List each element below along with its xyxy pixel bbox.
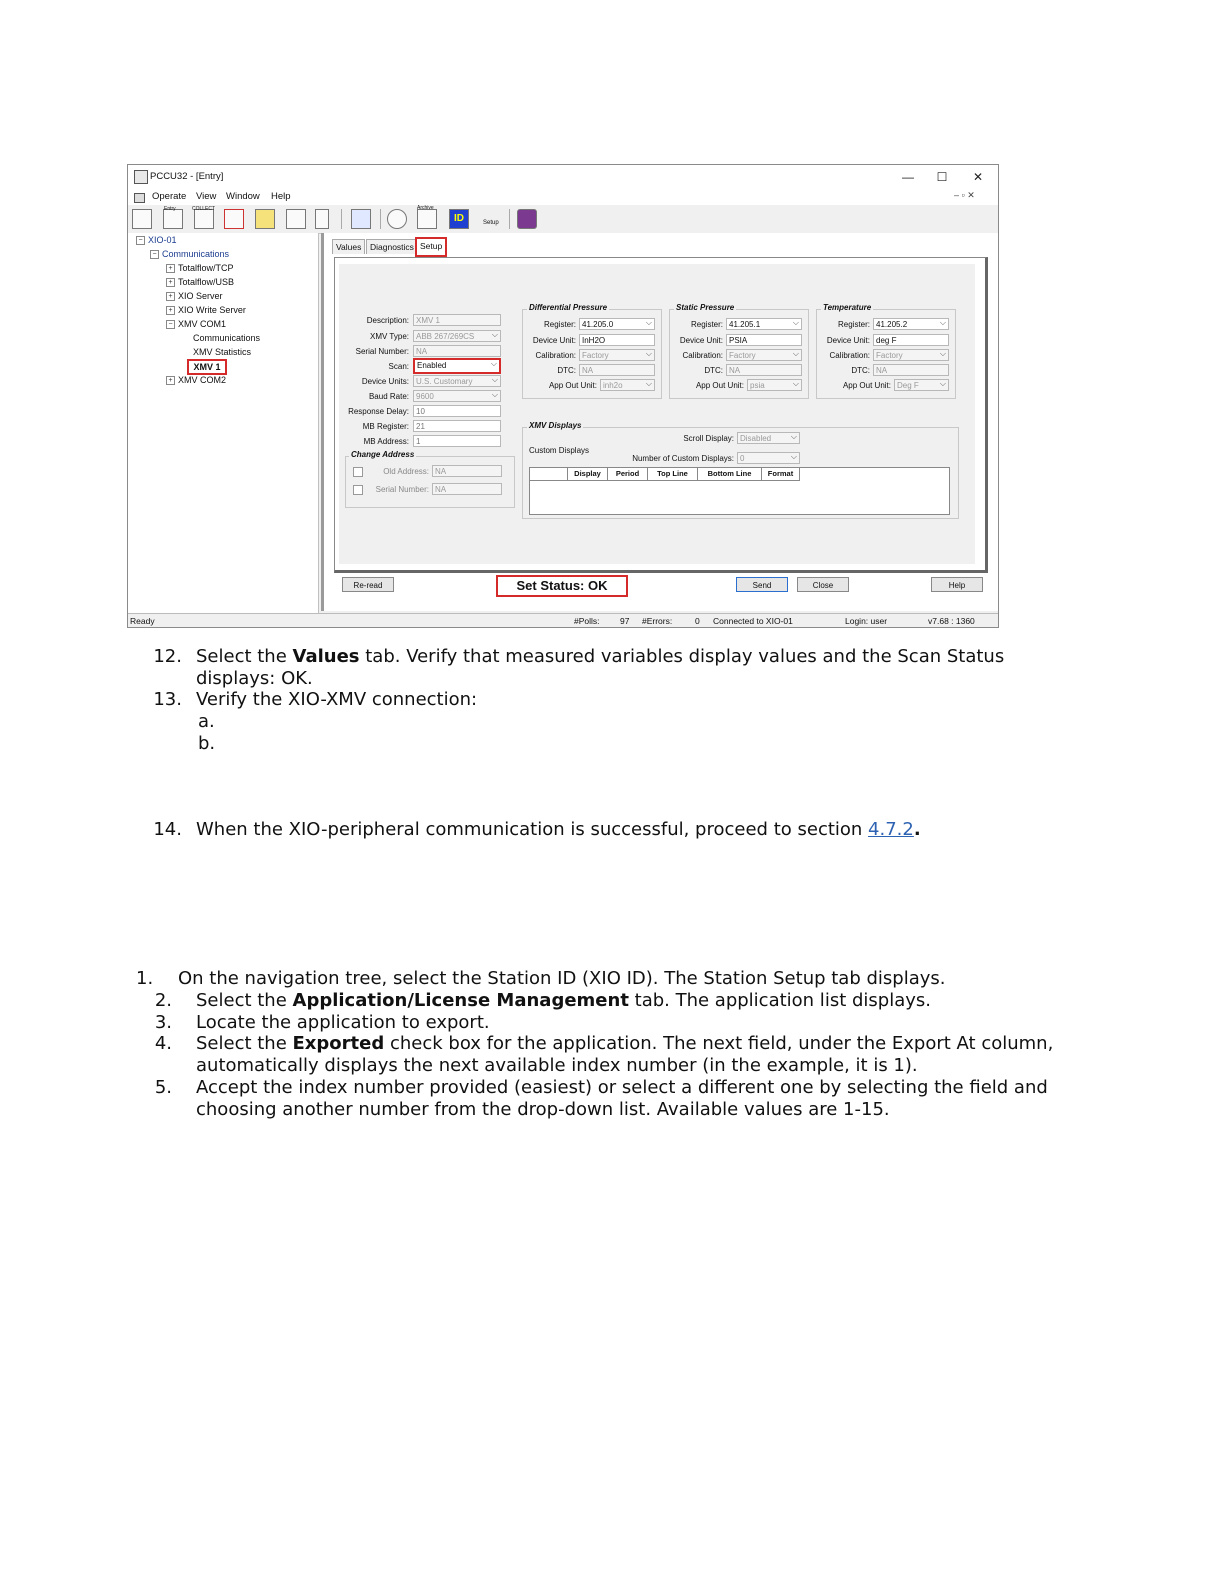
device-units-label: Device Units: — [361, 377, 409, 386]
dp-unit-label: Device Unit: — [532, 336, 576, 345]
tree-node-label: XMV COM1 — [178, 319, 227, 329]
tree-node-label: XMV 1 — [193, 362, 221, 372]
tb-station-icon[interactable] — [132, 209, 152, 229]
reread-button[interactable]: Re-read — [342, 577, 394, 592]
tree-node-com1-communications[interactable] — [193, 333, 260, 343]
sp-calibration-label: Calibration: — [682, 351, 723, 360]
step-text-continued: automatically displays the next available index number (in the example, it is 1). — [196, 1055, 918, 1076]
minimize-button[interactable]: — — [902, 170, 914, 184]
tree-node-communications[interactable]: − Communications — [150, 249, 229, 259]
sp-register-label: Register: — [690, 320, 723, 329]
temp-app-out-select[interactable]: Deg F ⌵ — [894, 379, 949, 391]
help-button[interactable]: Help — [931, 577, 983, 592]
tb-globe-icon[interactable] — [387, 209, 407, 229]
tree-node-label: XIO Server — [178, 291, 223, 301]
step-text-post: tab. Verify that measured variables display values and the Scan Status — [359, 646, 1005, 667]
col-period[interactable]: Period — [608, 468, 648, 480]
col-top-line[interactable]: Top Line — [648, 468, 698, 480]
section-link[interactable]: 4.7.2 — [868, 819, 914, 840]
temp-register-label: Register: — [837, 320, 870, 329]
scan-label: Scan: — [388, 362, 409, 371]
response-delay-label: Response Delay: — [348, 407, 409, 416]
dp-app-out-label: App Out Unit: — [548, 381, 597, 390]
close-button[interactable]: ✕ — [972, 170, 984, 184]
tree-node-xio-write-server[interactable]: + XIO Write Server — [166, 305, 246, 315]
tb-setup-label: Setup — [483, 220, 499, 226]
version-label: v7.68 : 1360 — [928, 616, 975, 626]
step-text — [196, 1033, 1053, 1055]
substep-marker: a. — [198, 711, 215, 732]
errors-value: 0 — [695, 616, 700, 626]
xmv-type-label: XMV Type: — [370, 332, 409, 341]
mb-register-field[interactable]: 21 — [413, 420, 501, 432]
tab-setup[interactable]: Setup — [415, 237, 447, 257]
menu-view[interactable]: View — [196, 191, 217, 202]
serial-change-checkbox[interactable] — [353, 485, 363, 495]
polls-label: #Polls: — [574, 616, 600, 626]
tb-calc-icon[interactable] — [351, 209, 371, 229]
xmv-type-select[interactable]: ABB 267/269CS ⌵ — [413, 330, 501, 342]
temp-calibration-select[interactable]: Factory ⌵ — [873, 349, 949, 361]
tb-collect-icon[interactable] — [194, 209, 214, 229]
tree-node-label: XMV Statistics — [193, 347, 252, 357]
dp-unit-field[interactable]: InH2O — [579, 334, 655, 346]
step-text: Verify the XIO-XMV connection: — [196, 689, 478, 710]
scan-select[interactable]: Enabled ⌵ — [413, 358, 501, 374]
response-delay-field[interactable]: 10 — [413, 405, 501, 417]
step-number: 12. — [153, 646, 182, 667]
dp-calibration-select[interactable]: Factory ⌵ — [579, 349, 655, 361]
step-number: 13. — [153, 689, 182, 710]
step-text-post: . — [913, 819, 921, 840]
errors-label: #Errors: — [642, 616, 673, 626]
step-text — [196, 819, 921, 841]
serial-change-field[interactable]: NA — [432, 483, 502, 495]
sp-calibration-select[interactable]: Factory ⌵ — [726, 349, 802, 361]
step-text-bold: Values — [292, 646, 360, 667]
tree-node-label: Totalflow/USB — [178, 277, 235, 287]
serial-number-field[interactable]: NA — [413, 345, 501, 357]
tree-node-totalflow-tcp[interactable]: + Totalflow/TCP — [166, 263, 234, 273]
sp-dtc-label: DTC: — [704, 366, 723, 375]
col-format[interactable]: Format — [762, 468, 800, 480]
sp-unit-label: Device Unit: — [679, 336, 723, 345]
col-display[interactable]: Display — [568, 468, 608, 480]
close-dialog-button[interactable]: Close — [797, 577, 849, 592]
substep-marker: b. — [198, 733, 216, 754]
menu-operate[interactable]: Operate — [152, 191, 187, 202]
title-bar — [128, 165, 998, 189]
status-bar — [128, 613, 998, 628]
tree-node-xmv1[interactable] — [187, 359, 227, 375]
doc-icon — [134, 193, 145, 203]
tb-refresh-icon[interactable] — [255, 209, 275, 229]
temp-dtc-label: DTC: — [851, 366, 870, 375]
tree-node-label: Communications — [162, 249, 230, 259]
dp-calibration-label: Calibration: — [535, 351, 576, 360]
step-number: 3. — [154, 1012, 172, 1033]
baud-rate-label: Baud Rate: — [368, 392, 409, 401]
tb-id-label: ID — [454, 213, 464, 224]
dp-app-out-select[interactable]: inh2o ⌵ — [600, 379, 655, 391]
step-text-post: tab. The application list displays. — [628, 990, 931, 1011]
mb-address-label: MB Address: — [363, 437, 409, 446]
step-text-bold: Exported — [292, 1033, 385, 1054]
col-blank — [530, 468, 568, 480]
serial-number-label: Serial Number: — [355, 347, 409, 356]
tb-entry-icon[interactable] — [163, 209, 183, 229]
dp-dtc-label: DTC: — [557, 366, 576, 375]
sp-dtc-field[interactable]: NA — [726, 364, 802, 376]
device-units-select[interactable]: U.S. Customary ⌵ — [413, 375, 501, 387]
tb-archive-label: Archive — [417, 205, 434, 211]
window-title: PCCU32 - [Entry] — [150, 171, 224, 182]
static-pressure-title: Static Pressure — [676, 303, 735, 312]
content-pane — [321, 233, 999, 611]
mdi-controls[interactable]: ‒ ▫ ✕ — [954, 190, 975, 200]
tb-entry-label: Entry — [164, 206, 176, 212]
send-button[interactable]: Send — [736, 577, 788, 592]
tree-node-xio-server[interactable]: + XIO Server — [166, 291, 223, 301]
xmv-displays-title: XMV Displays — [529, 421, 582, 430]
tree-node-totalflow-usb[interactable]: + Totalflow/USB — [166, 277, 234, 287]
sp-app-out-select[interactable]: psia ⌵ — [747, 379, 802, 391]
menu-bar — [128, 189, 998, 205]
tree-node-label: XIO Write Server — [178, 305, 246, 315]
number-custom-select[interactable]: 0 ⌵ — [737, 452, 800, 464]
change-address-group — [345, 456, 515, 508]
step-text: Accept the index number provided (easiest) or select a different one by selecting the field and — [196, 1077, 1048, 1098]
polls-value: 97 — [620, 616, 630, 626]
pccu-window — [127, 164, 999, 628]
login-status: Login: user — [845, 616, 888, 626]
step-text-bold: Application/License Management — [292, 990, 629, 1011]
step-text-continued: displays: OK. — [196, 668, 313, 689]
tree-node-label: Communications — [193, 333, 261, 343]
step-text — [196, 646, 1004, 668]
tree-node-label: XMV COM2 — [178, 375, 227, 385]
tb-archive-icon[interactable] — [417, 209, 437, 229]
maximize-button[interactable]: ☐ — [936, 170, 948, 184]
temperature-title: Temperature — [823, 303, 872, 312]
description-label: Description: — [366, 316, 409, 325]
tb-book-icon[interactable] — [517, 209, 537, 229]
dp-register-label: Register: — [543, 320, 576, 329]
sp-app-out-label: App Out Unit: — [695, 381, 744, 390]
old-address-field[interactable]: NA — [432, 465, 502, 477]
tab-values[interactable]: Values — [332, 239, 365, 254]
tree-node-xmv-statistics[interactable] — [193, 347, 251, 357]
tree-node-xmv-com1[interactable]: − XMV COM1 — [166, 319, 226, 329]
serial-change-label: Serial Number: — [375, 485, 429, 494]
tb-collect-label: COLLECT — [192, 206, 216, 212]
temp-unit-label: Device Unit: — [826, 336, 870, 345]
toolbar — [128, 205, 998, 234]
setup-form — [339, 264, 975, 564]
status-ready: Ready — [130, 616, 155, 626]
scroll-display-select[interactable]: Disabled ⌵ — [737, 432, 800, 444]
tree-node-label: XIO-01 — [148, 235, 177, 245]
old-address-label: Old Address: — [383, 467, 429, 476]
tab-diagnostics[interactable]: Diagnostics — [366, 239, 418, 254]
baud-rate-select[interactable]: 9600 ⌵ — [413, 390, 501, 402]
toolbar-separator — [380, 209, 381, 229]
sp-register-select[interactable]: 41.205.1 ⌵ — [726, 318, 802, 330]
setup-panel — [334, 257, 988, 573]
tree-node-xio01[interactable]: − XIO-01 — [136, 235, 177, 245]
mb-address-field[interactable]: 1 — [413, 435, 501, 447]
sp-unit-field[interactable]: PSIA — [726, 334, 802, 346]
toolbar-separator — [341, 209, 342, 229]
toolbar-separator — [509, 209, 510, 229]
tb-tools-icon[interactable] — [286, 209, 306, 229]
app-icon — [134, 170, 148, 184]
step-text — [196, 990, 931, 1012]
step-number: 1. — [136, 968, 154, 989]
step-text: Locate the application to export. — [196, 1012, 490, 1033]
temp-unit-field[interactable]: deg F — [873, 334, 949, 346]
tb-report-icon[interactable] — [224, 209, 244, 229]
temp-calibration-label: Calibration: — [829, 351, 870, 360]
menu-window[interactable]: Window — [226, 191, 260, 202]
step-number: 2. — [154, 990, 172, 1011]
step-number: 14. — [153, 819, 182, 840]
mb-register-label: MB Register: — [362, 422, 409, 431]
temp-register-select[interactable]: 41.205.2 ⌵ — [873, 318, 949, 330]
menu-help[interactable]: Help — [271, 191, 291, 202]
step-number: 5. — [154, 1077, 172, 1098]
change-address-title: Change Address — [351, 450, 415, 459]
tb-id-icon[interactable] — [449, 209, 469, 229]
number-custom-label: Number of Custom Displays: — [632, 454, 734, 463]
old-address-checkbox[interactable] — [353, 467, 363, 477]
navigation-tree — [128, 233, 319, 613]
step-text-pre: Select the — [196, 646, 293, 667]
set-status: Set Status: OK — [496, 575, 628, 597]
temp-dtc-field[interactable]: NA — [873, 364, 949, 376]
custom-displays-label: Custom Displays — [529, 446, 590, 455]
step-text-continued: choosing another number from the drop-down list. Available values are 1-15. — [196, 1099, 890, 1120]
description-field[interactable]: XMV 1 — [413, 314, 501, 326]
col-bottom-line[interactable]: Bottom Line — [698, 468, 762, 480]
step-text-pre: Select the — [196, 1033, 293, 1054]
step-number: 4. — [154, 1033, 172, 1054]
step-text-pre: When the XIO-peripheral communication is successful, proceed to section — [196, 819, 869, 840]
scroll-display-label: Scroll Display: — [683, 434, 734, 443]
step-text-post: check box for the application. The next field, under the Export At column, — [384, 1033, 1054, 1054]
dp-dtc-field[interactable]: NA — [579, 364, 655, 376]
differential-pressure-title: Differential Pressure — [529, 303, 608, 312]
temp-app-out-label: App Out Unit: — [842, 381, 891, 390]
dp-register-select[interactable]: 41.205.0 ⌵ — [579, 318, 655, 330]
step-text: On the navigation tree, select the Station ID (XIO ID). The Station Setup tab displays. — [178, 968, 946, 989]
tb-print-icon[interactable] — [315, 209, 329, 229]
connection-status: Connected to XIO-01 — [713, 616, 793, 626]
tb-setup-icon[interactable] — [481, 209, 501, 229]
tree-node-label: Totalflow/TCP — [178, 263, 234, 273]
step-text-pre: Select the — [196, 990, 293, 1011]
tree-node-xmv-com2[interactable]: + XMV COM2 — [166, 375, 226, 385]
custom-displays-table — [529, 467, 950, 515]
table-header — [530, 468, 800, 481]
